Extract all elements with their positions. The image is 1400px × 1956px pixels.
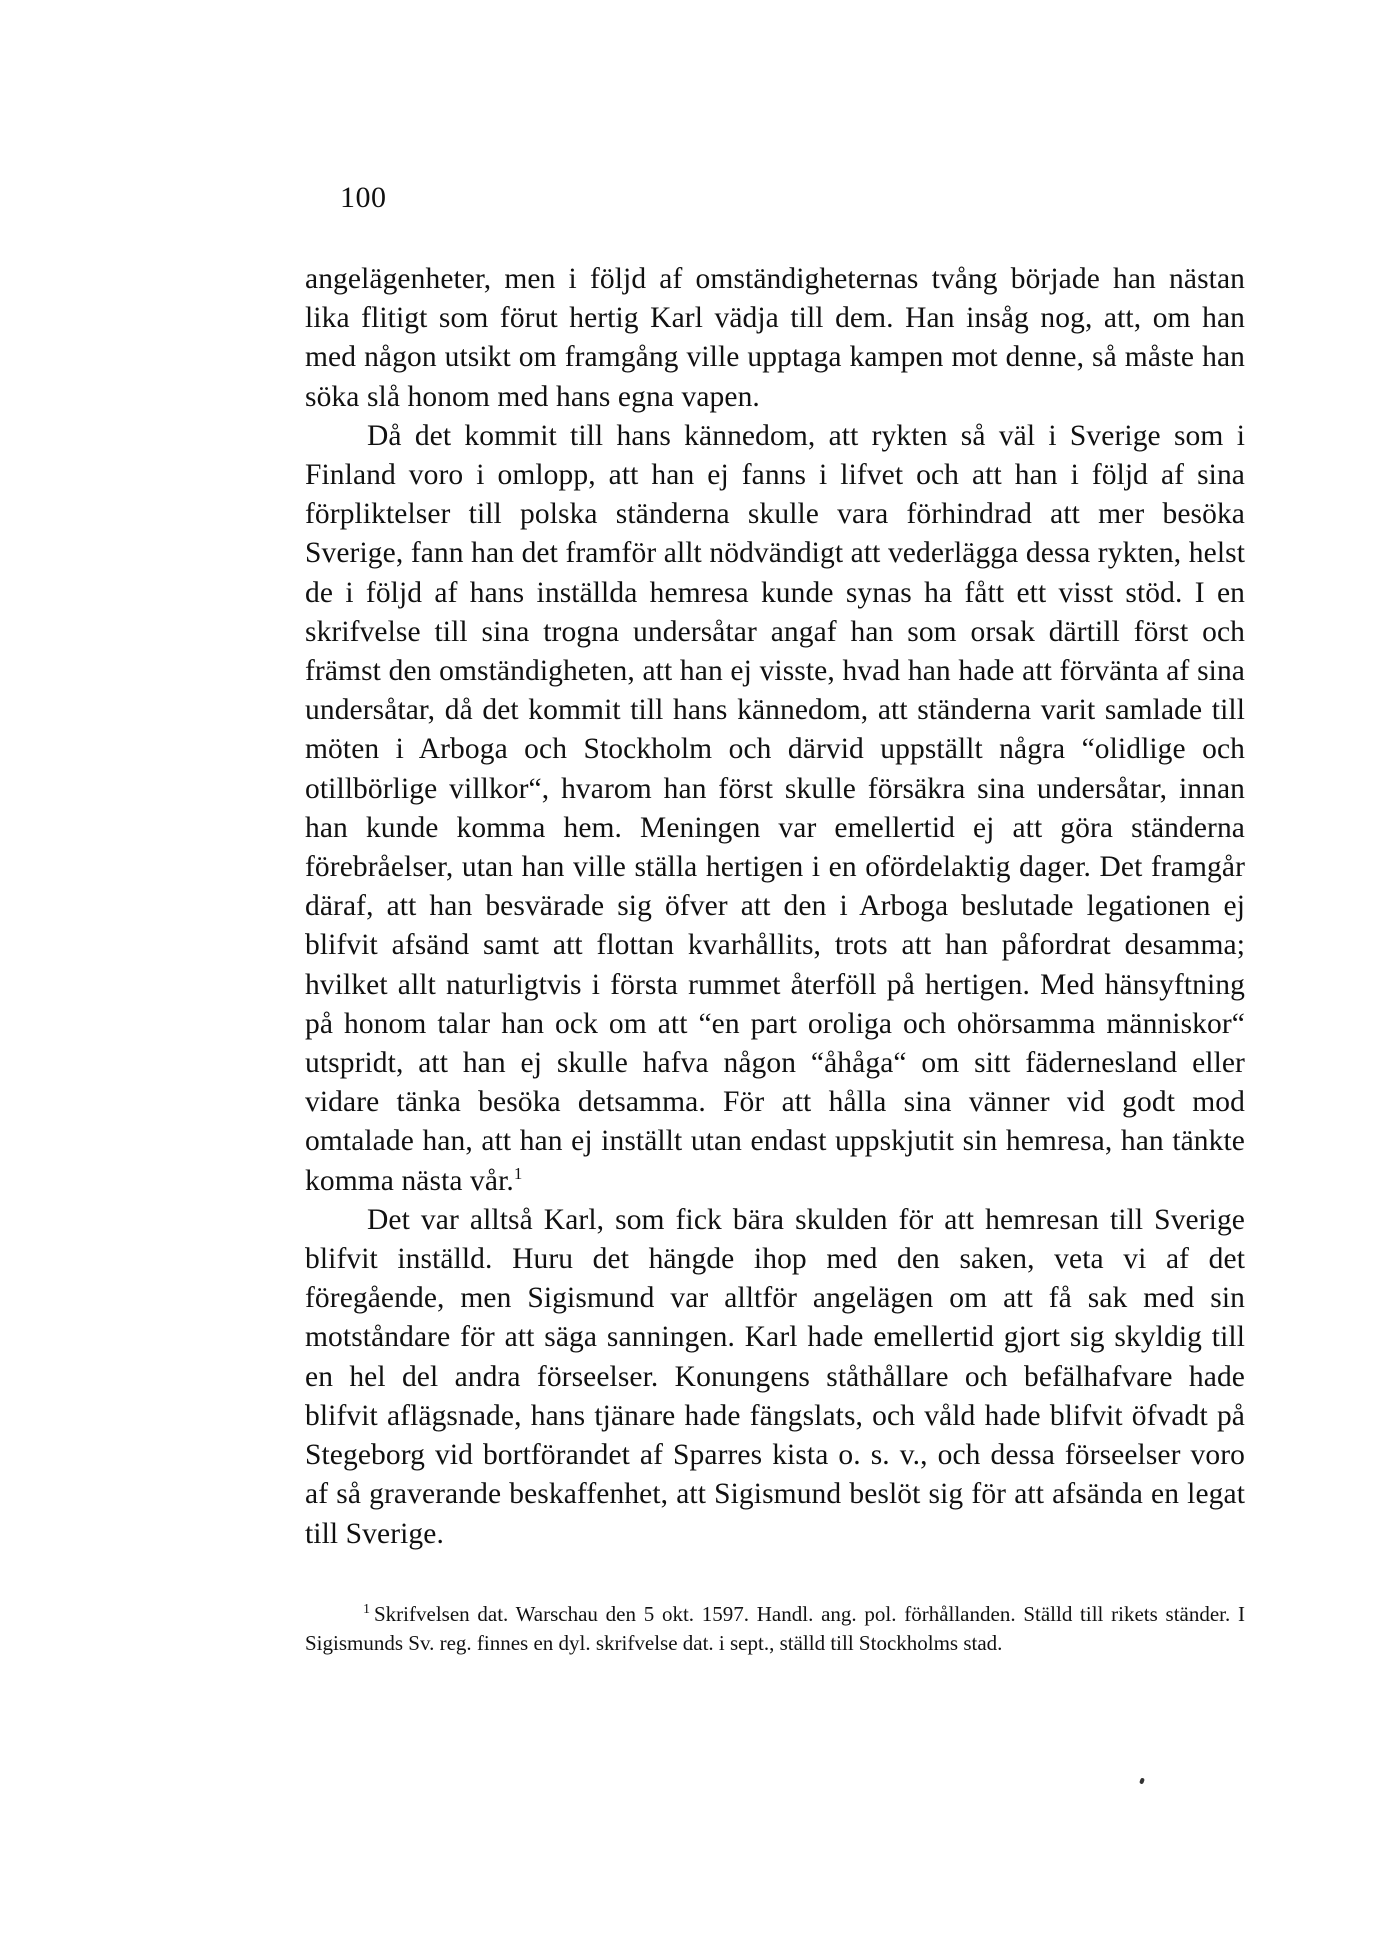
paragraph-3-text: Det var alltså Karl, som fick bära skulden för att hemresan till Sverige blifvit inställd. Huru det hängde ihop med den saken, veta vi af det föregående, men Sigismund var alltför angelägen om att få sak med sin motståndare för att säga sanningen. Karl hade emellertid gjort sig skyldig till en hel del andra förseelser. Konungens ståthållare och befälhafvare hade blifvit aflägsnade, hans tjänare hade fängslats, och våld hade blifvit öfvadt på Stegeborg vid bortförandet af Sparres kista o. s. v., och dessa förseelser voro af så graverande beskaffenhet, att Sigismund beslöt sig för att afsända en legat till Sverige. [305, 1203, 1245, 1550]
paragraph-3 [305, 1201, 1245, 1554]
paragraph-2-text: Då det kommit till hans kännedom, att rykten så väl i Sverige som i Finland voro i omlopp, att han ej fanns i lifvet och att han i följd af sina förpliktelser till polska ständerna skulle vara förhindrad att mer besöka Sverige, fann han det framför allt nödvändigt att vederlägga dessa rykten, helst de i följd af hans inställda hemresa kunde synas ha fått ett visst stöd. I en skrifvelse till sina trogna undersåtar angaf han som orsak därtill först och främst den omständigheten, att han ej visste, hvad han hade att förvänta af sina undersåtar, då det kommit till hans kännedom, att ständerna varit samlade till möten i Arboga och Stockholm och därvid uppställt några “olidlige och otillbörlige villkor“, hvarom han först skulle försäkra sina undersåtar, innan han kunde komma hem. Meningen var emellertid ej att göra ständerna förebråelser, utan han ville ställa hertigen i en ofördelaktig dager. Det framgår däraf, att han besvärade sig öfver att den i Arboga beslutade legationen ej blifvit afsänd samt att flottan kvarhållits, trots att han påfordrat desamma; hvilket allt naturligtvis i första rummet återföll på hertigen. Med hänsyftning på honom talar han ock om att “en part oroliga och ohörsamma människor“ utspridt, att han ej skulle hafva någon “åhåga“ om sitt fädernesland eller vidare tänka besöka detsamma. För att hålla sina vänner vid godt mod omtalade han, att han ej inställt utan endast uppskjutit sin hemresa, han tänkte komma nästa vår. [305, 419, 1245, 1197]
paragraph-1 [305, 260, 1245, 417]
footnote-reference: 1 [513, 1163, 523, 1183]
page-number: 100 [340, 181, 387, 214]
footnote-1 [305, 1600, 1245, 1657]
footnotes [305, 1600, 1245, 1657]
ink-speck-decoration [1139, 1777, 1145, 1784]
paragraph-2 [305, 417, 1245, 1201]
footnote-marker: 1 [363, 1602, 370, 1617]
paragraph-1-text: angelägenheter, men i följd af omständigheternas tvång började han nästan lika flitigt som förut hertig Karl vädja till dem. Han insåg nog, att, om han med någon utsikt om framgång ville upptaga kampen mot denne, så måste han söka slå honom med hans egna vapen. [305, 263, 1245, 413]
footnote-1-text: Skrifvelsen dat. Warschau den 5 okt. 1597. Handl. ang. pol. förhållanden. Ställd till rikets ständer. I Sigismunds Sv. reg. finnes en dyl. skrifvelse dat. i sept., ställd till Stockholms stad. [305, 1602, 1245, 1655]
body-text [305, 260, 1245, 1554]
